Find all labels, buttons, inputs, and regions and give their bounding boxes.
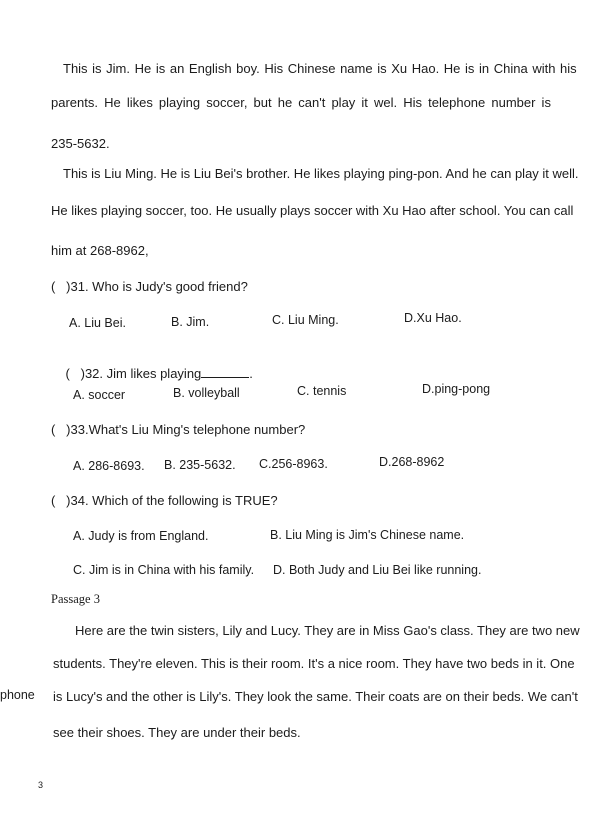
q32-option-c: C. tennis <box>297 384 347 398</box>
passage-line: see their shoes. They are under their beds. <box>53 725 301 740</box>
question-31-stem: ( )31. Who is Judy's good friend? <box>51 279 248 294</box>
q34-option-c: C. Jim is in China with his family. <box>73 563 255 577</box>
q34-option-b: B. Liu Ming is Jim's Chinese name. <box>270 528 465 542</box>
page-number: 3 <box>38 780 44 790</box>
passage-line: Here are the twin sisters, Lily and Lucy. They are in Miss Gao's class. They are two new <box>75 623 580 638</box>
passage-line: He likes playing soccer, too. He usually plays soccer with Xu Hao after school. You can call <box>51 203 574 218</box>
q32-option-a: A. soccer <box>73 388 126 402</box>
q32-option-b: B. volleyball <box>173 386 240 400</box>
margin-text-fragment: phone <box>0 688 35 702</box>
q31-option-c: C. Liu Ming. <box>272 313 339 327</box>
passage-line: 235-5632. <box>51 136 110 151</box>
q31-option-b: B. Jim. <box>171 315 210 329</box>
passage-line: This is Liu Ming. He is Liu Bei's brother. He likes playing ping-pon. And he can play it well. <box>63 166 579 181</box>
passage-line: This is Jim. He is an English boy. His Chinese name is Xu Hao. He is in China with his <box>63 61 577 76</box>
q32-option-d: D.ping-pong <box>422 382 491 396</box>
q31-option-a: A. Liu Bei. <box>69 316 126 330</box>
q32-blank <box>201 366 249 378</box>
q32-stem-prefix: ( )32. Jim likes playing <box>65 366 202 381</box>
q32-stem-suffix: . <box>249 366 253 381</box>
q34-option-d: D. Both Judy and Liu Bei like running. <box>273 563 482 577</box>
question-34-stem: ( )34. Which of the following is TRUE? <box>51 493 278 508</box>
q31-option-d: D.Xu Hao. <box>404 311 462 325</box>
passage-3-heading: Passage 3 <box>51 592 100 606</box>
q34-option-a: A. Judy is from England. <box>73 529 209 543</box>
passage-line: parents. He likes playing soccer, but he can't play it wel. His telephone number is <box>51 95 551 110</box>
passage-line: is Lucy's and the other is Lily's. They look the same. Their coats are on their beds. We can't <box>53 689 578 704</box>
passage-line: him at 268-8962, <box>51 243 149 258</box>
q33-option-b: B. 235-5632. <box>164 458 236 472</box>
passage-line: students. They're eleven. This is their room. It's a nice room. They have two beds in it. One <box>53 656 575 671</box>
q33-option-a: A. 286-8693. <box>73 459 145 473</box>
q33-option-c: C.256-8963. <box>259 457 328 471</box>
question-33-stem: ( )33.What's Liu Ming's telephone number? <box>51 422 306 437</box>
q33-option-d: D.268-8962 <box>379 455 445 469</box>
